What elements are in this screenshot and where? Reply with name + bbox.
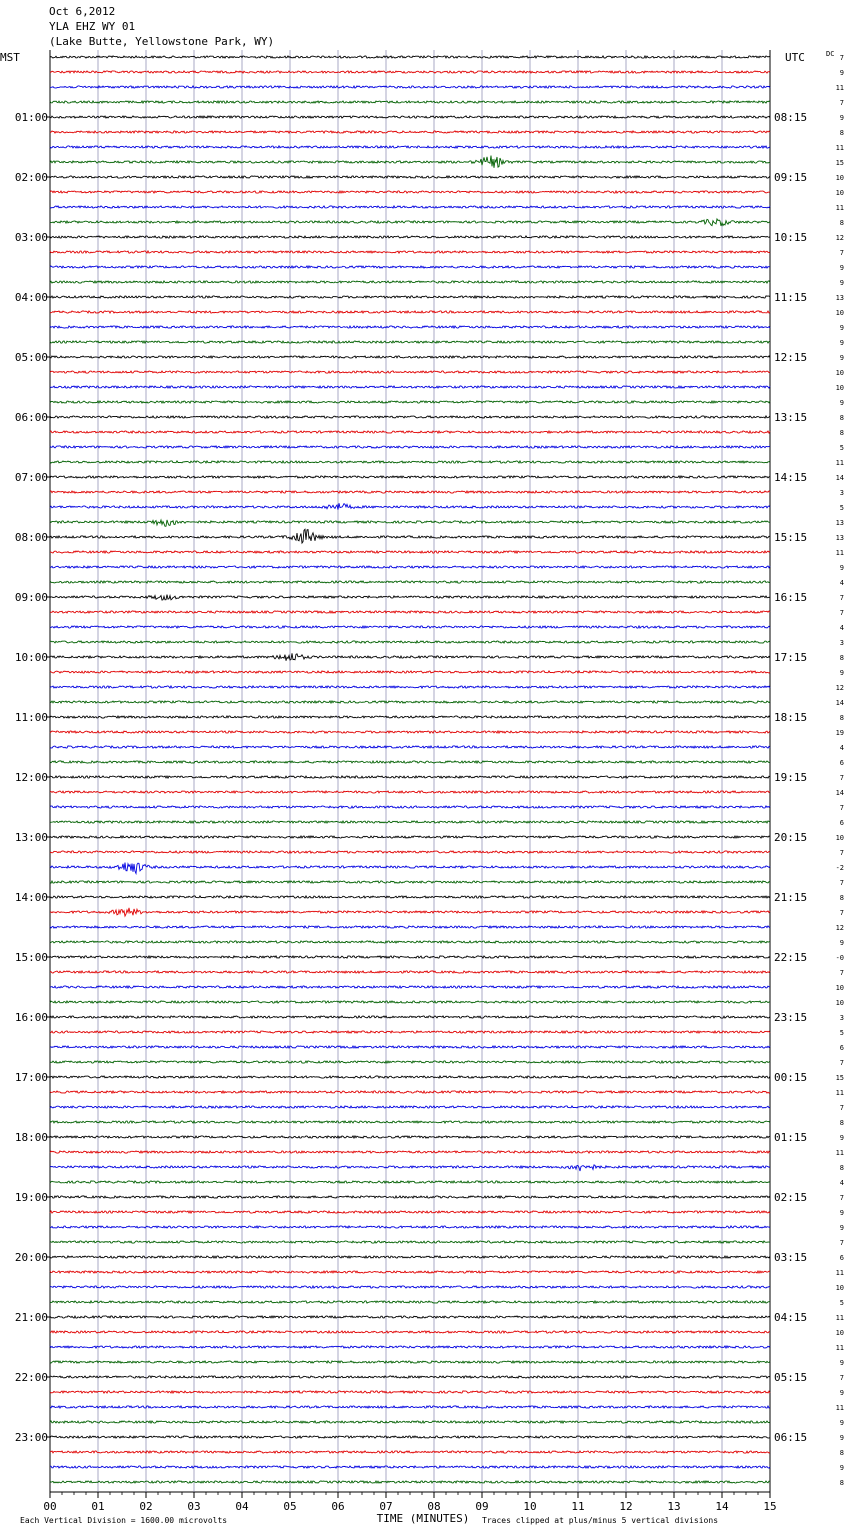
dc-offset-label: 9 (839, 1419, 844, 1427)
dc-offset-label: 15 (835, 159, 844, 167)
dc-offset-label: 8 (839, 129, 844, 137)
seismic-trace (50, 1391, 770, 1393)
mst-hour-label: 02:00 (14, 171, 48, 184)
seismic-trace (50, 611, 770, 613)
x-tick-label: 09 (475, 1500, 489, 1513)
utc-hour-label: 01:15 (774, 1131, 808, 1144)
dc-offset-label: 6 (839, 1044, 844, 1052)
seismic-trace (50, 971, 770, 973)
dc-offset-label: 8 (839, 1164, 844, 1172)
dc-offset-label: 9 (839, 1224, 844, 1232)
seismic-trace (50, 236, 770, 238)
seismic-trace (50, 881, 770, 883)
dc-offset-label: 6 (839, 819, 844, 827)
dc-offset-label: 7 (839, 909, 844, 917)
dc-offset-label: 11 (835, 549, 844, 557)
mst-hour-label: 03:00 (14, 231, 48, 244)
x-tick-label: 10 (523, 1500, 537, 1513)
seismic-trace (50, 1196, 770, 1198)
seismic-trace (50, 701, 770, 703)
seismic-trace (50, 176, 770, 178)
seismic-trace (50, 416, 770, 418)
seismic-trace (50, 116, 770, 118)
dc-offset-label: 10 (835, 984, 844, 992)
mst-hour-label: 07:00 (14, 471, 48, 484)
utc-hour-label: 12:15 (774, 351, 808, 364)
seismic-trace (50, 341, 770, 343)
dc-offset-label: 11 (835, 144, 844, 152)
dc-offset-label: 8 (839, 219, 844, 227)
seismic-trace (50, 551, 770, 553)
dc-offset-label: 8 (839, 1119, 844, 1127)
utc-hour-label: 18:15 (774, 711, 808, 724)
seismic-trace (50, 446, 770, 448)
dc-offset-label: 5 (839, 1299, 844, 1307)
dc-offset-label: 3 (839, 489, 844, 497)
seismic-trace (50, 791, 770, 793)
location-label: (Lake Butte, Yellowstone Park, WY) (49, 35, 275, 48)
seismic-trace (50, 386, 770, 388)
seismic-trace (50, 1121, 770, 1123)
dc-label: DC (826, 50, 835, 58)
dc-offset-label: 9 (839, 1134, 844, 1142)
dc-offset-label: 12 (835, 924, 844, 932)
dc-offset-label: 3 (839, 1014, 844, 1022)
dc-offset-label: 7 (839, 609, 844, 617)
seismic-trace (50, 746, 770, 748)
seismic-trace (50, 1165, 770, 1171)
dc-offset-label: 9 (839, 264, 844, 272)
dc-offset-label: 12 (835, 234, 844, 242)
seismic-trace (50, 1226, 770, 1228)
x-tick-label: 08 (427, 1500, 441, 1513)
dc-offset-label: 8 (839, 414, 844, 422)
dc-offset-label: 9 (839, 339, 844, 347)
mst-hour-label: 04:00 (14, 291, 48, 304)
utc-hour-label: 22:15 (774, 951, 808, 964)
dc-offset-label: 11 (835, 1089, 844, 1097)
seismic-trace (50, 851, 770, 853)
mst-hour-label: 08:00 (14, 531, 48, 544)
dc-offset-label: 10 (835, 369, 844, 377)
dc-offset-label: -2 (835, 864, 844, 872)
dc-offset-label: 9 (839, 69, 844, 77)
dc-offset-label: 7 (839, 594, 844, 602)
dc-offset-label: 19 (835, 729, 844, 737)
dc-offset-label: 4 (839, 1179, 844, 1187)
mst-hour-label: 15:00 (14, 951, 48, 964)
dc-offset-label: 9 (839, 564, 844, 572)
dc-offset-label: 10 (835, 189, 844, 197)
seismic-trace (50, 566, 770, 568)
seismic-trace (50, 1406, 770, 1408)
seismic-trace (50, 1271, 770, 1273)
mst-hour-label: 22:00 (14, 1371, 48, 1384)
dc-offset-label: 9 (839, 1359, 844, 1367)
seismic-trace (50, 956, 770, 958)
x-tick-label: 06 (331, 1500, 345, 1513)
seismic-trace (50, 896, 770, 898)
dc-offset-label: 14 (835, 789, 844, 797)
utc-hour-label: 23:15 (774, 1011, 808, 1024)
seismic-trace (50, 311, 770, 313)
dc-offset-label: 10 (835, 834, 844, 842)
x-tick-label: 02 (139, 1500, 153, 1513)
dc-offset-label: 7 (839, 879, 844, 887)
mst-hour-label: 20:00 (14, 1251, 48, 1264)
seismic-trace (50, 1451, 770, 1453)
dc-offset-label: 9 (839, 324, 844, 332)
utc-hour-label: 06:15 (774, 1431, 808, 1444)
seismic-trace (50, 1331, 770, 1333)
seismic-trace (50, 908, 770, 916)
dc-offset-label: 8 (839, 894, 844, 902)
seismic-trace (50, 1256, 770, 1258)
utc-hour-label: 04:15 (774, 1311, 808, 1324)
seismic-trace (50, 986, 770, 988)
mst-hour-label: 05:00 (14, 351, 48, 364)
dc-offset-label: 13 (835, 294, 844, 302)
dc-offset-label: -0 (835, 954, 844, 962)
seismic-trace (50, 71, 770, 73)
seismic-trace (50, 731, 770, 733)
seismic-trace (50, 1361, 770, 1363)
mst-hour-label: 18:00 (14, 1131, 48, 1144)
seismic-trace (50, 1001, 770, 1003)
mst-hour-label: 16:00 (14, 1011, 48, 1024)
seismic-trace (50, 1241, 770, 1243)
utc-hour-label: 10:15 (774, 231, 808, 244)
dc-offset-label: 11 (835, 1344, 844, 1352)
dc-offset-label: 9 (839, 399, 844, 407)
seismic-trace (50, 1286, 770, 1288)
mst-hour-label: 11:00 (14, 711, 48, 724)
dc-offset-label: 9 (839, 1434, 844, 1442)
seismic-trace (50, 641, 770, 643)
x-tick-label: 05 (283, 1500, 297, 1513)
x-tick-label: 13 (667, 1500, 681, 1513)
seismic-trace (50, 1346, 770, 1348)
mst-hour-label: 19:00 (14, 1191, 48, 1204)
utc-hour-label: 15:15 (774, 531, 808, 544)
seismic-trace (50, 1481, 770, 1483)
seismic-trace (50, 941, 770, 943)
seismic-trace (50, 836, 770, 838)
dc-offset-label: 9 (839, 354, 844, 362)
seismic-trace (50, 266, 770, 268)
dc-offset-label: 8 (839, 714, 844, 722)
dc-offset-label: 10 (835, 1284, 844, 1292)
utc-hour-label: 00:15 (774, 1071, 808, 1084)
x-tick-label: 12 (619, 1500, 633, 1513)
seismic-trace (50, 1061, 770, 1063)
seismic-trace (50, 1181, 770, 1183)
seismic-trace (50, 1301, 770, 1303)
seismic-trace (50, 281, 770, 283)
seismic-trace (50, 806, 770, 808)
dc-offset-label: 11 (835, 84, 844, 92)
mst-hour-label: 06:00 (14, 411, 48, 424)
mst-hour-label: 17:00 (14, 1071, 48, 1084)
x-tick-label: 15 (763, 1500, 777, 1513)
seismic-trace (50, 653, 770, 660)
dc-offset-label: 11 (835, 1404, 844, 1412)
seismic-trace (50, 716, 770, 718)
seismic-trace (50, 371, 770, 373)
dc-offset-label: 11 (835, 204, 844, 212)
dc-offset-label: 5 (839, 1029, 844, 1037)
dc-offset-label: 7 (839, 1194, 844, 1202)
seismic-trace (50, 191, 770, 193)
dc-offset-label: 9 (839, 669, 844, 677)
seismic-trace (50, 1151, 770, 1153)
dc-offset-label: 12 (835, 684, 844, 692)
dc-offset-label: 8 (839, 429, 844, 437)
seismic-trace (50, 1106, 770, 1108)
dc-offset-label: 11 (835, 1149, 844, 1157)
clipping-note: Traces clipped at plus/minus 5 vertical divisions (482, 1516, 719, 1525)
mst-hour-label: 12:00 (14, 771, 48, 784)
mst-hour-label: 01:00 (14, 111, 48, 124)
dc-offset-label: 8 (839, 654, 844, 662)
utc-hour-label: 02:15 (774, 1191, 808, 1204)
utc-hour-label: 05:15 (774, 1371, 808, 1384)
vertical-division-note: Each Vertical Division = 1600.00 microvolts (20, 1516, 228, 1525)
dc-offset-label: 6 (839, 759, 844, 767)
seismic-trace (50, 476, 770, 478)
utc-hour-label: 03:15 (774, 1251, 808, 1264)
mst-hour-label: 21:00 (14, 1311, 48, 1324)
dc-offset-label: 7 (839, 969, 844, 977)
dc-offset-label: 3 (839, 639, 844, 647)
dc-offset-label: 13 (835, 534, 844, 542)
seismic-trace (50, 761, 770, 763)
dc-offset-label: 7 (839, 1374, 844, 1382)
seismic-trace (50, 56, 770, 58)
dc-offset-label: 7 (839, 849, 844, 857)
seismic-trace (50, 520, 770, 526)
seismic-trace (50, 503, 770, 509)
dc-offset-label: 9 (839, 114, 844, 122)
dc-offset-label: 10 (835, 309, 844, 317)
dc-offset-label: 11 (835, 459, 844, 467)
dc-offset-label: 8 (839, 1449, 844, 1457)
utc-hour-label: 16:15 (774, 591, 808, 604)
dc-offset-label: 4 (839, 624, 844, 632)
seismic-trace (50, 326, 770, 328)
seismic-trace (50, 671, 770, 673)
dc-offset-label: 5 (839, 444, 844, 452)
utc-hour-label: 20:15 (774, 831, 808, 844)
x-tick-label: 03 (187, 1500, 201, 1513)
seismic-trace (50, 101, 770, 103)
seismic-trace (50, 581, 770, 583)
dc-offset-label: 8 (839, 1479, 844, 1487)
dc-offset-label: 10 (835, 384, 844, 392)
dc-offset-label: 9 (839, 279, 844, 287)
seismic-trace (50, 1421, 770, 1423)
seismic-trace (50, 251, 770, 253)
dc-offset-label: 15 (835, 1074, 844, 1082)
utc-hour-label: 19:15 (774, 771, 808, 784)
dc-offset-label: 10 (835, 999, 844, 1007)
seismic-trace (50, 86, 770, 88)
x-tick-label: 04 (235, 1500, 249, 1513)
seismic-trace (50, 146, 770, 148)
dc-offset-label: 5 (839, 504, 844, 512)
seismic-trace (50, 595, 770, 600)
dc-offset-label: 7 (839, 99, 844, 107)
seismic-trace (50, 1031, 770, 1033)
dc-offset-label: 10 (835, 174, 844, 182)
dc-offset-label: 11 (835, 1269, 844, 1277)
utc-hour-label: 08:15 (774, 111, 808, 124)
dc-offset-label: 4 (839, 744, 844, 752)
utc-hour-label: 09:15 (774, 171, 808, 184)
x-tick-label: 00 (43, 1500, 57, 1513)
seismic-trace (50, 401, 770, 403)
station-label: YLA EHZ WY 01 (49, 20, 136, 33)
dc-offset-label: 6 (839, 1254, 844, 1262)
date-label: Oct 6,2012 (49, 5, 116, 18)
utc-hour-label: 14:15 (774, 471, 808, 484)
seismic-trace (50, 296, 770, 298)
x-tick-label: 01 (91, 1500, 105, 1513)
dc-offset-label: 7 (839, 804, 844, 812)
utc-hour-label: 17:15 (774, 651, 808, 664)
seismic-trace (50, 626, 770, 628)
seismic-trace (50, 1091, 770, 1093)
left-axis-label: MST (0, 51, 20, 64)
seismic-trace (50, 219, 770, 226)
seismic-trace (50, 461, 770, 463)
seismic-trace (50, 926, 770, 928)
mst-hour-label: 09:00 (14, 591, 48, 604)
mst-hour-label: 23:00 (14, 1431, 48, 1444)
utc-hour-label: 13:15 (774, 411, 808, 424)
seismic-trace (50, 206, 770, 208)
seismic-trace (50, 686, 770, 688)
seismic-trace (50, 1466, 770, 1468)
seismic-trace (50, 529, 770, 543)
right-axis-label: UTC (785, 51, 805, 64)
seismic-trace (50, 1136, 770, 1138)
dc-offset-label: 4 (839, 579, 844, 587)
seismic-trace (50, 491, 770, 493)
dc-offset-label: 7 (839, 249, 844, 257)
mst-hour-label: 14:00 (14, 891, 48, 904)
seismic-trace (50, 1076, 770, 1078)
seismic-trace (50, 1376, 770, 1378)
seismic-trace (50, 821, 770, 823)
seismic-trace (50, 156, 770, 168)
seismic-trace (50, 431, 770, 433)
dc-offset-label: 9 (839, 939, 844, 947)
x-tick-label: 07 (379, 1500, 393, 1513)
dc-offset-label: 9 (839, 1389, 844, 1397)
dc-offset-label: 7 (839, 1059, 844, 1067)
dc-offset-label: 7 (839, 1104, 844, 1112)
dc-offset-label: 9 (839, 1464, 844, 1472)
dc-offset-label: 7 (839, 1239, 844, 1247)
dc-offset-label: 11 (835, 1314, 844, 1322)
seismic-trace (50, 1046, 770, 1048)
seismic-trace (50, 863, 770, 874)
seismic-trace (50, 131, 770, 133)
seismic-trace (50, 1316, 770, 1318)
mst-hour-label: 13:00 (14, 831, 48, 844)
x-tick-label: 14 (715, 1500, 729, 1513)
utc-hour-label: 21:15 (774, 891, 808, 904)
dc-offset-label: 9 (839, 1209, 844, 1217)
x-axis-title: TIME (MINUTES) (376, 1512, 470, 1525)
seismic-trace (50, 1211, 770, 1213)
dc-offset-label: 7 (839, 54, 844, 62)
seismic-trace (50, 776, 770, 778)
dc-offset-label: 14 (835, 699, 844, 707)
seismic-trace (50, 1016, 770, 1018)
seismic-trace (50, 356, 770, 358)
dc-offset-label: 10 (835, 1329, 844, 1337)
dc-offset-label: 7 (839, 774, 844, 782)
dc-offset-label: 14 (835, 474, 844, 482)
utc-hour-label: 11:15 (774, 291, 808, 304)
x-tick-label: 11 (571, 1500, 585, 1513)
seismic-trace (50, 1436, 770, 1438)
mst-hour-label: 10:00 (14, 651, 48, 664)
dc-offset-label: 13 (835, 519, 844, 527)
